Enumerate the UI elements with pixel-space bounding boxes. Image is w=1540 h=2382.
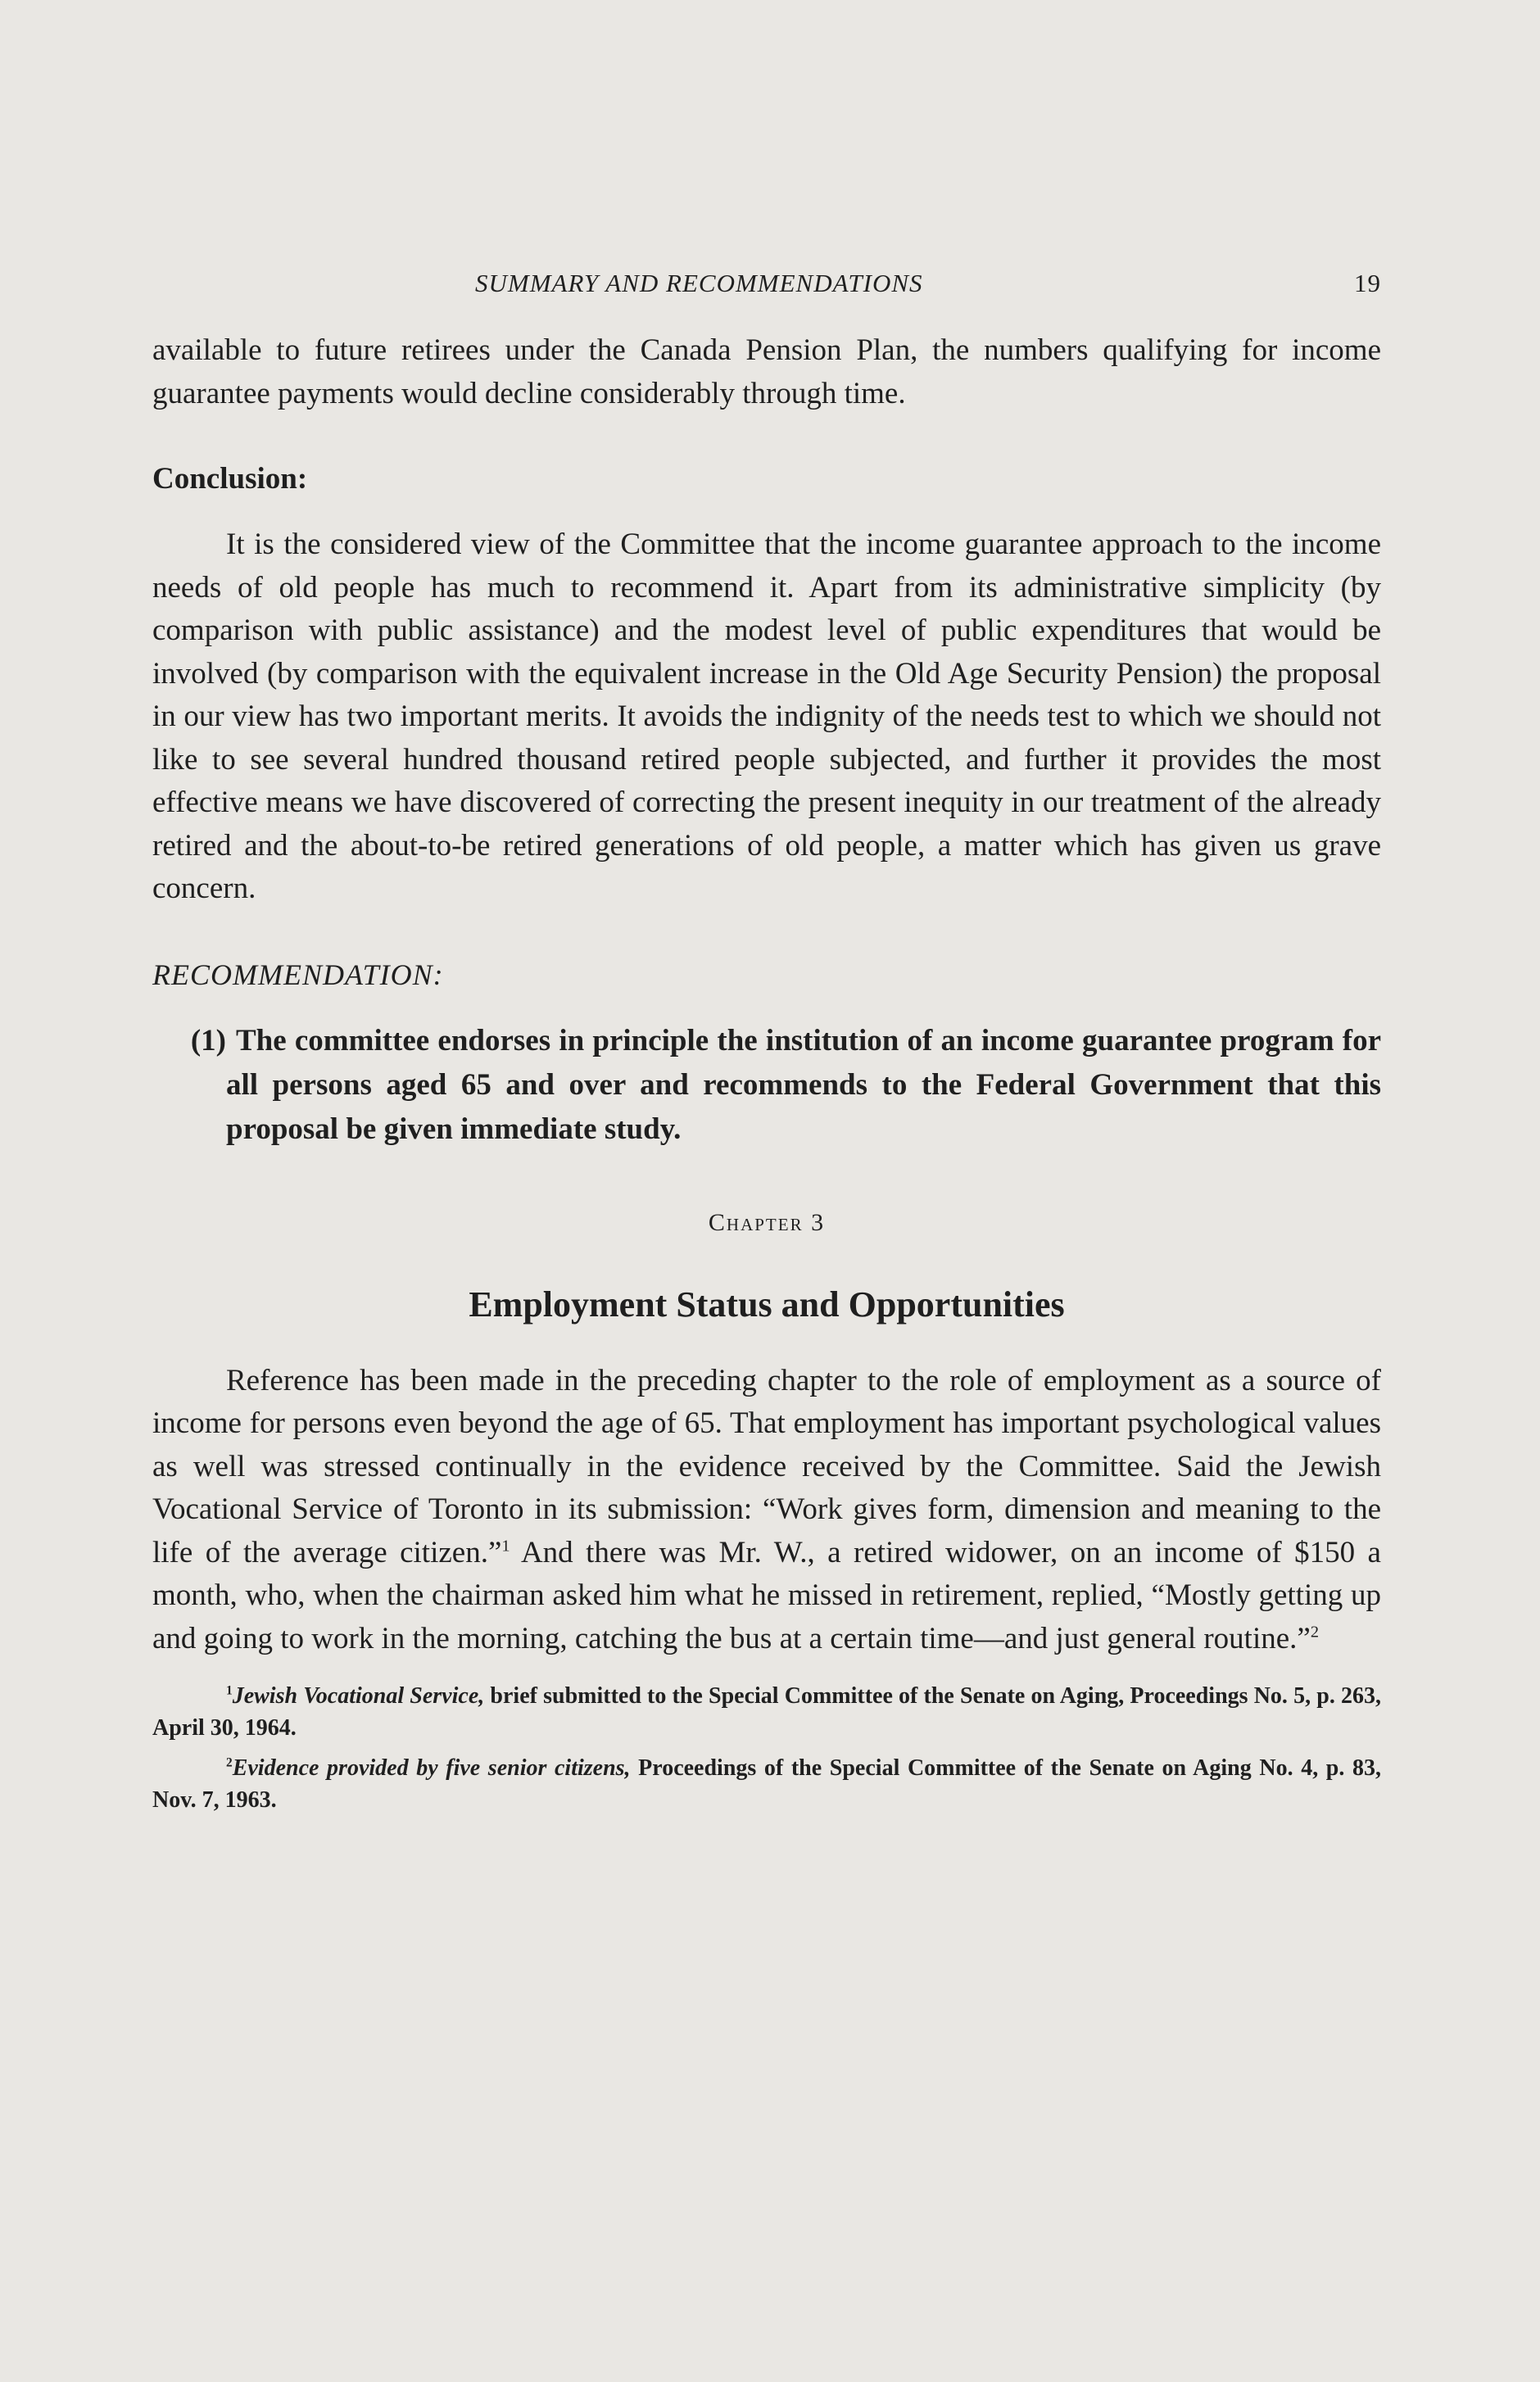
- footnote-source-2: Evidence provided by five senior citizens,: [232, 1755, 631, 1781]
- footnote-marker-2: 2: [226, 1755, 233, 1770]
- running-title: SUMMARY AND RECOMMENDATIONS: [475, 269, 923, 297]
- footnote-marker-1: 1: [226, 1683, 233, 1698]
- footnote-source-1: Jewish Vocational Service,: [232, 1683, 485, 1709]
- chapter-label: Chapter 3: [708, 1208, 826, 1236]
- footnote-reference-2: 2: [1310, 1623, 1319, 1642]
- footnote-1: [152, 1680, 1381, 1744]
- running-header: [152, 262, 1381, 305]
- document-page: [152, 262, 1381, 1816]
- chapter-paragraph-part-2: And there was Mr. W., a retired widower, on an income of $150 a month, who, when the chairman asked him what he missed in retirement, replied, “Mostly getting up and going to work in the morning, catching the bus at a certain time—and just general routine.”: [152, 1535, 1381, 1655]
- recommendation-number: (1): [190, 1023, 226, 1057]
- page-number: 19: [1354, 269, 1381, 297]
- footnote-reference-1: 1: [501, 1537, 510, 1556]
- footnote-text-2: Proceedings of the Special Committee of the Senate on Aging No. 4, p. 83, Nov. 7, 1963.: [152, 1755, 1381, 1813]
- conclusion-paragraph: It is the considered view of the Committee that the income guarantee approach to the income needs of old people has much to recommend it. Apart from its administrative simplicity (by comparison with public assistance) and the modest level of public expenditures that would be involved (by comparison with the equivalent increase in the Old Age Security Pension) the proposal in our view has two important merits. It avoids the indignity of the needs test to which we should not like to see several hundred thousand retired people subjected, and further it provides the most effective means we have discovered of correcting the present inequity in our treatment of the already retired and the about-to-be retired generations of old people, a matter which has given us grave concern.: [152, 528, 1381, 905]
- recommendation-heading: RECOMMENDATION:: [152, 958, 444, 991]
- chapter-paragraph: [152, 1360, 1381, 1661]
- chapter-title: Employment Status and Opportunities: [469, 1284, 1065, 1325]
- recommendation-item: [152, 1019, 1381, 1152]
- opening-paragraph: available to future retirees under the Canada Pension Plan, the numbers qualifying for income guarantee payments would decline considerably through time.: [152, 333, 1381, 410]
- conclusion-heading: Conclusion:: [152, 462, 308, 496]
- chapter-paragraph-part-1: Reference has been made in the preceding chapter to the role of employment as a source of income for persons even beyond the age of 65. That employment has important psychological values as well was stressed continually in the evidence received by the Committee. Said the Jewish Vocational Service of Toronto in its submission: “Work gives form, dimension and meaning to the life of the average citizen.”: [152, 1363, 1381, 1569]
- footnote-text-1: brief submitted to the Special Committee of the Senate on Aging, Proceedings No. 5, p. 263, April 30, 1964.: [152, 1683, 1381, 1741]
- footnote-2: [152, 1752, 1381, 1816]
- footnotes-section: [152, 1680, 1381, 1816]
- recommendation-text: The committee endorses in principle the institution of an income guarantee program for all persons aged 65 and over and recommends to the Federal Government that this proposal be given immediate study.: [226, 1023, 1381, 1146]
